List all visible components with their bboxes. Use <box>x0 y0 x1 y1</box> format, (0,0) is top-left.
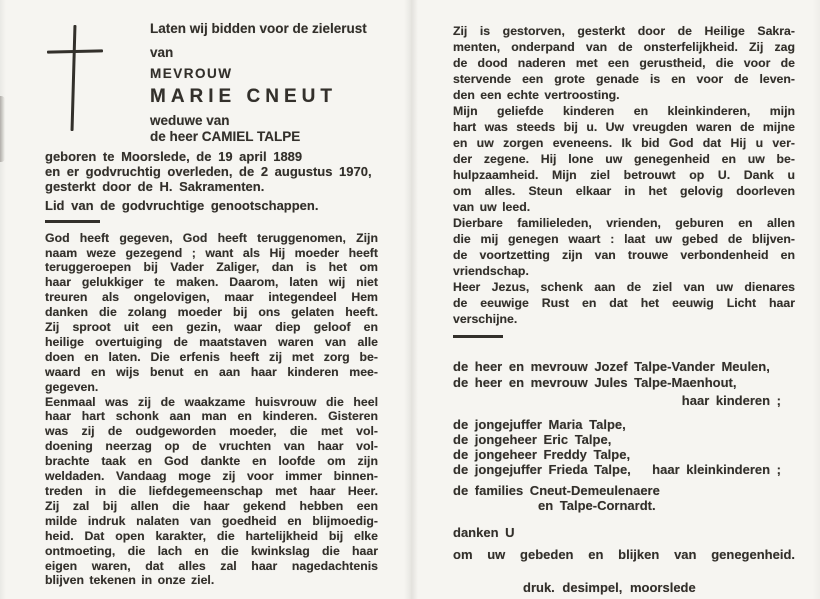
text-line: de jongeheer Eric Talpe, <box>453 431 612 447</box>
grandchildren-label: haar kleinkinderen ; <box>652 462 781 478</box>
birth-death-lines <box>45 149 378 195</box>
grandchild-row-frieda <box>453 462 795 478</box>
husband-name: de heer CAMIEL TALPE <box>150 129 301 144</box>
text-line: den een echte vertroosting. <box>453 88 620 102</box>
text-line: haar hart schonk aan man en kinderen. Gisteren <box>45 409 378 424</box>
text-line: Eenmaal was zij de waakzame huisvrouw die heel <box>45 394 378 409</box>
widow-label: weduwe van <box>150 113 230 128</box>
left-page <box>45 0 378 588</box>
text-line: en er godvruchtig overleden, de 2 augustus 1970, <box>45 164 372 180</box>
text-line: menten, onderpand van de onsterfelijkheid. Zij zag <box>453 40 795 54</box>
text-line: hart was steeds bij u. Uw vreugden waren de mijne <box>453 120 795 134</box>
family-acknowledgement <box>453 359 795 595</box>
thanks-line-2: om uw gebeden en blijken van genegenheid. <box>453 547 795 563</box>
families-line-1: de families Cneut-Demeulenaere <box>453 482 660 498</box>
text-line: doen en laten. Die erfenis heeft zij met zorg be- <box>45 349 378 364</box>
thanks-line-1: danken U <box>453 524 515 540</box>
text-line: danken die zolang moeder bij ons gelaten heeft. <box>45 305 378 320</box>
text-line: gesterkt door de H. Sakramenten. <box>45 179 265 195</box>
families-block <box>453 483 795 514</box>
text-line: eigen waren, dat alles zal haar nagedachtenis <box>45 558 378 573</box>
scan-artifact <box>0 96 5 162</box>
obituary-text-left <box>45 231 378 589</box>
text-line: Zij is gestorven, gesterkt door de Heilige Sakra- <box>453 24 795 38</box>
text-line: om alles. Steun elkaar in het gelovig doorleven <box>453 184 795 198</box>
text-line: de jongeheer Freddy Talpe, <box>453 446 631 462</box>
text-line: heid. Dat open karakter, die hartelijkheid bij elke <box>45 528 378 543</box>
text-line: der zegene. Hij lone uw genegenheid en uw be- <box>453 152 795 166</box>
text-line: milde indruk nalaten van goedheid en blijmoedig- <box>45 513 378 528</box>
text-line: blijven tekenen in onze ziel. <box>45 573 215 588</box>
cross-horizontal-bar <box>47 49 103 53</box>
right-page <box>453 0 795 595</box>
text-line: die mij genegen waart : laat uw gebed de blijven- <box>453 232 795 246</box>
children-label: haar kinderen ; <box>681 393 781 408</box>
text-line: vriendschap. <box>453 264 529 278</box>
cross-vertical-bar <box>71 25 77 131</box>
divider-rule-left <box>45 220 100 223</box>
text-line: Zij sproot uit een gezin, waar diep geloof en <box>45 320 378 335</box>
text-line: hulpzaamheid. Mijn ziel betrouwt op U. Dank u <box>453 168 795 182</box>
text-line: Heer Jezus, schenk aan de ziel van uw dienares <box>453 280 795 294</box>
obituary-text-right <box>453 0 795 327</box>
deceased-name: MARIE CNEUT <box>150 86 337 107</box>
grandchildren-rows <box>453 417 795 463</box>
text-line: naam weze gezegend ; want als Hij moeder heeft <box>45 245 378 260</box>
membership-line: Lid van de godvruchtige genootschappen. <box>45 197 319 213</box>
text-line: heilige overtuiging de maatstaven waren van alle <box>45 334 378 349</box>
text-line: verschijne. <box>453 312 518 326</box>
text-line: treden in die liefdegemeenschap met haar Heer. <box>45 484 378 499</box>
grandchild-name: de jongejuffer Frieda Talpe, <box>453 462 631 478</box>
text-line: Dierbare familieleden, vrienden, geburen en allen <box>453 216 795 230</box>
center-fold <box>404 0 418 599</box>
text-line: ontmoeting, die lach en die kwinkslag die haar <box>45 543 378 558</box>
text-line: Mijn geliefde kinderen en kleinkinderen, mijn <box>453 104 795 118</box>
van-label: van <box>150 45 174 60</box>
honorific-label: MEVROUW <box>150 66 233 81</box>
text-line: en uw zorgen eveneens. Ik bid God dat Hij u ver- <box>453 136 795 150</box>
text-line: de eeuwige Rust en dat het eeuwig Licht haar <box>453 296 795 310</box>
text-line: brachte taak en God dankte en loofde om zijn <box>45 454 378 469</box>
text-line: treuren als ongelovigen, maar integendeel Hem <box>45 290 378 305</box>
text-line: weldaden. Vandaag moge zij voor immer binnen- <box>45 469 378 484</box>
text-line: van uw leed. <box>453 200 531 214</box>
text-line: teruggeroepen bij Vader Zaliger, dan is het om <box>45 260 378 275</box>
children-row-2: de heer en mevrouw Jules Talpe-Maenhout, <box>453 374 737 390</box>
prayer-heading: Laten wij bidden voor de zielerust <box>150 21 367 36</box>
text-line: was zij de oudgeworden moeder, die met vol- <box>45 424 378 439</box>
text-line: God heeft gegeven, God heeft teruggenomen, Zijn <box>45 230 378 245</box>
text-line: gegeven. <box>45 379 99 394</box>
text-line: Zij zal bij allen die haar gekend hebben een <box>45 498 378 513</box>
text-line: haar gelukkiger te maken. Daarom, laten wij niet <box>45 275 378 290</box>
cross-icon <box>45 0 155 140</box>
text-line: de dood naderen met een gerustheid, die voor de <box>453 56 795 70</box>
text-line: waard en wijs benut en aan haar kinderen mee- <box>45 364 378 379</box>
printer-credit: druk. desimpel, moorslede <box>523 579 696 595</box>
children-row-1: de heer en mevrouw Jozef Talpe-Vander Meulen, <box>453 359 770 374</box>
text-line: doening neerzag op de vruchten van haar vol- <box>45 439 378 454</box>
families-line-2: en Talpe-Cornardt. <box>538 498 656 514</box>
text-line: de voortzetting zijn van trouwe verbondenheid en <box>453 248 795 262</box>
text-line: de jongejuffer Maria Talpe, <box>453 416 626 432</box>
text-line: stervende een grote genade is en voor de leven- <box>453 72 795 86</box>
text-line: geboren te Moorslede, de 19 april 1889 <box>45 149 303 164</box>
divider-rule-right <box>453 335 503 338</box>
